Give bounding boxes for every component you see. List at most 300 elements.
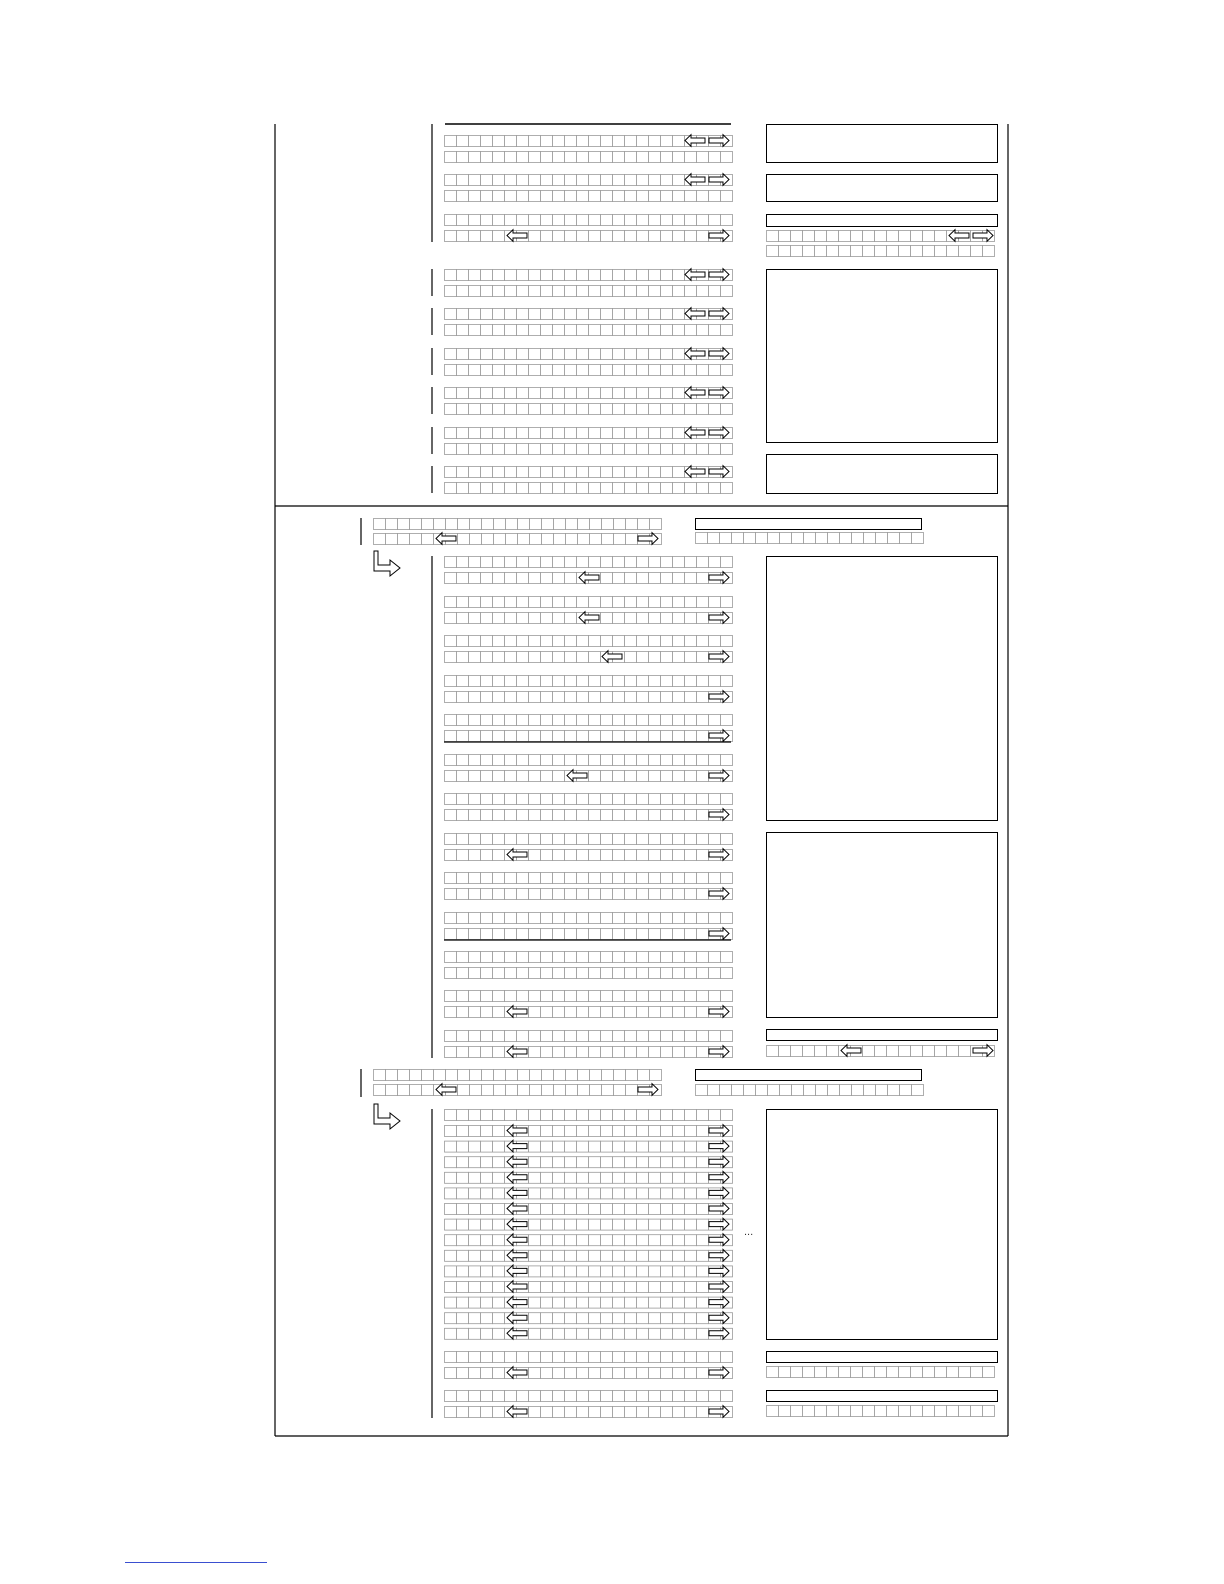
cell <box>827 246 839 257</box>
cell <box>673 1172 685 1183</box>
cell <box>685 573 697 584</box>
cell <box>422 534 434 545</box>
cell <box>661 1313 673 1324</box>
cell <box>577 483 589 494</box>
cell <box>481 1313 493 1324</box>
cell <box>673 1235 685 1246</box>
cell <box>649 692 661 703</box>
cell <box>637 1282 649 1293</box>
cell <box>649 309 661 320</box>
cell <box>577 231 589 242</box>
cell <box>577 1313 589 1324</box>
cell <box>493 1313 505 1324</box>
cell <box>899 1406 911 1417</box>
cell <box>577 1219 589 1230</box>
cell <box>661 1250 673 1261</box>
cell <box>613 483 625 494</box>
cell <box>637 1141 649 1152</box>
cell <box>541 715 553 726</box>
cell <box>457 444 469 455</box>
cell <box>613 1204 625 1215</box>
cell <box>661 1328 673 1339</box>
cell <box>553 1031 565 1042</box>
cell <box>577 557 589 568</box>
cell <box>625 1297 637 1308</box>
cell <box>565 365 577 376</box>
cell <box>815 246 827 257</box>
cell <box>601 1313 613 1324</box>
cell <box>649 1110 661 1121</box>
cell <box>589 1297 601 1308</box>
cell <box>529 1297 541 1308</box>
cell <box>673 715 685 726</box>
cell <box>697 755 709 766</box>
cell <box>661 1235 673 1246</box>
cell <box>577 1297 589 1308</box>
cell <box>649 1031 661 1042</box>
cell <box>493 1235 505 1246</box>
cell <box>625 349 637 360</box>
cell <box>553 929 565 940</box>
cell <box>637 613 649 624</box>
cell <box>650 1070 662 1081</box>
register-row-bottom <box>445 444 733 455</box>
cell <box>481 636 493 647</box>
cell <box>481 692 493 703</box>
cell <box>457 1007 469 1018</box>
cell <box>685 1391 697 1402</box>
cell <box>529 175 541 186</box>
cell <box>553 952 565 963</box>
cell <box>553 636 565 647</box>
cell <box>445 467 457 478</box>
cell <box>673 215 685 226</box>
cell <box>601 1157 613 1168</box>
cell <box>625 1219 637 1230</box>
cell <box>649 810 661 821</box>
cell <box>673 270 685 281</box>
cell <box>673 913 685 924</box>
cell <box>553 1235 565 1246</box>
cell <box>685 152 697 163</box>
cell <box>469 913 481 924</box>
cell <box>481 467 493 478</box>
cell <box>685 731 697 742</box>
cell <box>445 810 457 821</box>
cell <box>625 913 637 924</box>
cell <box>637 444 649 455</box>
cell <box>457 428 469 439</box>
cell <box>458 1085 470 1096</box>
cell <box>542 1070 554 1081</box>
cell <box>673 1391 685 1402</box>
register-row-top <box>445 913 733 924</box>
cell <box>709 365 721 376</box>
cell <box>541 1157 553 1168</box>
cell <box>445 444 457 455</box>
cell <box>565 834 577 845</box>
cell <box>697 365 709 376</box>
cell <box>661 889 673 900</box>
cell <box>864 533 876 544</box>
cell <box>589 1188 601 1199</box>
cell <box>481 1204 493 1215</box>
cell <box>541 1352 553 1363</box>
cell <box>529 1110 541 1121</box>
cell <box>637 715 649 726</box>
cell <box>589 428 601 439</box>
cell <box>649 755 661 766</box>
cell <box>589 1352 601 1363</box>
cell <box>685 834 697 845</box>
cell <box>637 1368 649 1379</box>
cell <box>493 755 505 766</box>
cell <box>577 968 589 979</box>
cell <box>541 309 553 320</box>
cell <box>517 270 529 281</box>
cell <box>541 270 553 281</box>
cell <box>469 152 481 163</box>
cell <box>469 325 481 336</box>
text-box-b2 <box>767 833 998 1018</box>
cell <box>721 873 733 884</box>
cell <box>577 873 589 884</box>
cell <box>637 1204 649 1215</box>
cell <box>445 597 457 608</box>
cell <box>625 1204 637 1215</box>
cell <box>589 810 601 821</box>
register-row-bottom <box>445 652 733 663</box>
cell <box>577 1250 589 1261</box>
cell <box>697 483 709 494</box>
cell <box>637 692 649 703</box>
cell <box>673 1031 685 1042</box>
cell <box>589 834 601 845</box>
cell <box>685 652 697 663</box>
cell <box>494 1085 506 1096</box>
cell <box>505 794 517 805</box>
cell <box>529 676 541 687</box>
cell <box>780 533 792 544</box>
cell <box>469 731 481 742</box>
cell <box>469 349 481 360</box>
cell <box>685 913 697 924</box>
cell <box>517 191 529 202</box>
cell <box>649 1250 661 1261</box>
cell <box>601 731 613 742</box>
cell <box>673 652 685 663</box>
cell <box>445 1250 457 1261</box>
register-row-side <box>767 1367 995 1378</box>
cell <box>410 1070 422 1081</box>
cell <box>565 810 577 821</box>
cell <box>637 270 649 281</box>
cell <box>505 1031 517 1042</box>
cell <box>517 428 529 439</box>
cell <box>637 676 649 687</box>
register-row-bottom <box>445 692 733 703</box>
cell <box>493 1368 505 1379</box>
cell <box>661 692 673 703</box>
cell <box>577 636 589 647</box>
cell <box>625 613 637 624</box>
cell <box>541 991 553 1002</box>
cell <box>649 1219 661 1230</box>
cell <box>649 557 661 568</box>
cell <box>517 215 529 226</box>
cell <box>637 1157 649 1168</box>
cell <box>565 1297 577 1308</box>
cell <box>481 731 493 742</box>
cell <box>673 1110 685 1121</box>
cell <box>649 889 661 900</box>
cell <box>601 850 613 861</box>
cell <box>959 1406 971 1417</box>
cell <box>553 1282 565 1293</box>
cell <box>685 952 697 963</box>
cell <box>469 1141 481 1152</box>
cell <box>959 1046 971 1057</box>
cell <box>709 968 721 979</box>
cell <box>493 692 505 703</box>
cell <box>481 1141 493 1152</box>
cell <box>661 991 673 1002</box>
cell <box>613 991 625 1002</box>
cell <box>541 136 553 147</box>
cell <box>709 1391 721 1402</box>
cell <box>398 1085 410 1096</box>
cell <box>553 1219 565 1230</box>
cell <box>625 952 637 963</box>
cell <box>589 597 601 608</box>
cell <box>637 929 649 940</box>
cell <box>565 349 577 360</box>
cell <box>625 1188 637 1199</box>
cell <box>554 1085 566 1096</box>
cell <box>481 889 493 900</box>
cell <box>685 1188 697 1199</box>
cell <box>673 991 685 1002</box>
cell <box>481 286 493 297</box>
cell <box>661 794 673 805</box>
cell <box>625 231 637 242</box>
cell <box>697 152 709 163</box>
cell <box>767 1046 779 1057</box>
text-box-c0 <box>696 1070 922 1081</box>
cell <box>541 1282 553 1293</box>
cell <box>445 652 457 663</box>
cell <box>445 676 457 687</box>
cell <box>685 1282 697 1293</box>
cell <box>482 1070 494 1081</box>
cell <box>457 1110 469 1121</box>
cell <box>661 952 673 963</box>
cell <box>685 850 697 861</box>
cell <box>541 850 553 861</box>
cell <box>673 834 685 845</box>
cell <box>613 1391 625 1402</box>
cell <box>661 1007 673 1018</box>
cell <box>445 991 457 1002</box>
cell <box>541 873 553 884</box>
cell <box>637 771 649 782</box>
cell <box>649 1235 661 1246</box>
cell <box>637 913 649 924</box>
cell <box>661 1407 673 1418</box>
cell <box>517 388 529 399</box>
cell <box>756 1085 768 1096</box>
cell <box>697 1391 709 1402</box>
text-box-b3 <box>767 1030 998 1041</box>
cell <box>589 1126 601 1137</box>
cell <box>613 1110 625 1121</box>
cell <box>911 1406 923 1417</box>
cell <box>445 692 457 703</box>
register-row-top <box>445 636 733 647</box>
cell <box>673 1047 685 1058</box>
cell <box>553 1407 565 1418</box>
register-row-side <box>767 246 995 257</box>
cell <box>697 1282 709 1293</box>
cell <box>529 1204 541 1215</box>
cell <box>541 483 553 494</box>
cell <box>637 175 649 186</box>
register-row-bottom <box>445 231 733 242</box>
cell <box>505 270 517 281</box>
cell <box>601 613 613 624</box>
cell <box>445 929 457 940</box>
cell <box>673 613 685 624</box>
cell <box>541 349 553 360</box>
cell <box>481 1110 493 1121</box>
cell <box>469 557 481 568</box>
cell <box>661 1352 673 1363</box>
cell <box>852 1085 864 1096</box>
cell <box>505 613 517 624</box>
text-box-b0 <box>696 519 922 530</box>
cell <box>565 991 577 1002</box>
cell <box>481 404 493 415</box>
cell <box>697 1407 709 1418</box>
cell <box>457 388 469 399</box>
cell <box>577 270 589 281</box>
cell <box>971 246 983 257</box>
cell <box>469 1157 481 1168</box>
cell <box>469 286 481 297</box>
cell <box>601 325 613 336</box>
cell <box>625 1282 637 1293</box>
cell <box>469 692 481 703</box>
cell <box>661 1282 673 1293</box>
cell <box>649 1172 661 1183</box>
cell <box>959 1367 971 1378</box>
cell <box>589 1047 601 1058</box>
cell <box>493 1297 505 1308</box>
cell <box>613 929 625 940</box>
cell <box>601 755 613 766</box>
text-box-a2 <box>767 175 998 202</box>
cell <box>577 1391 589 1402</box>
cell <box>577 952 589 963</box>
cell <box>517 834 529 845</box>
cell <box>577 1328 589 1339</box>
cell <box>709 152 721 163</box>
cell <box>601 1282 613 1293</box>
cell <box>469 1126 481 1137</box>
cell <box>469 444 481 455</box>
cell <box>505 191 517 202</box>
cell <box>529 152 541 163</box>
cell <box>971 1406 983 1417</box>
cell <box>923 1406 935 1417</box>
cell <box>649 286 661 297</box>
cell <box>864 1085 876 1096</box>
cell <box>541 573 553 584</box>
cell <box>553 1297 565 1308</box>
cell <box>637 636 649 647</box>
cell <box>673 388 685 399</box>
cell <box>553 834 565 845</box>
cell <box>697 1266 709 1277</box>
cell <box>601 1007 613 1018</box>
cell <box>768 533 780 544</box>
cell <box>637 286 649 297</box>
cell <box>578 534 590 545</box>
cell <box>900 533 912 544</box>
cell <box>505 365 517 376</box>
cell <box>565 636 577 647</box>
cell <box>553 404 565 415</box>
cell <box>529 794 541 805</box>
cell <box>565 1328 577 1339</box>
cell <box>529 597 541 608</box>
cell <box>529 1313 541 1324</box>
cell <box>530 534 542 545</box>
cell <box>577 991 589 1002</box>
cell <box>577 676 589 687</box>
cell <box>613 810 625 821</box>
cell <box>493 636 505 647</box>
cell <box>709 325 721 336</box>
cell <box>457 1313 469 1324</box>
cell <box>529 404 541 415</box>
cell <box>637 810 649 821</box>
cell <box>457 952 469 963</box>
cell <box>673 692 685 703</box>
cell <box>505 388 517 399</box>
cell <box>649 794 661 805</box>
cell <box>661 444 673 455</box>
cell <box>577 1172 589 1183</box>
cell <box>577 692 589 703</box>
cell <box>493 1219 505 1230</box>
cell <box>553 467 565 478</box>
register-row-list <box>445 1172 733 1183</box>
cell <box>649 771 661 782</box>
register-row-list <box>445 1282 733 1293</box>
cell <box>577 913 589 924</box>
cell <box>625 652 637 663</box>
cell <box>589 1157 601 1168</box>
cell <box>661 152 673 163</box>
cell <box>697 810 709 821</box>
cell <box>613 794 625 805</box>
cell <box>589 191 601 202</box>
cell <box>649 873 661 884</box>
cell <box>613 597 625 608</box>
cell <box>505 731 517 742</box>
cell <box>590 534 602 545</box>
